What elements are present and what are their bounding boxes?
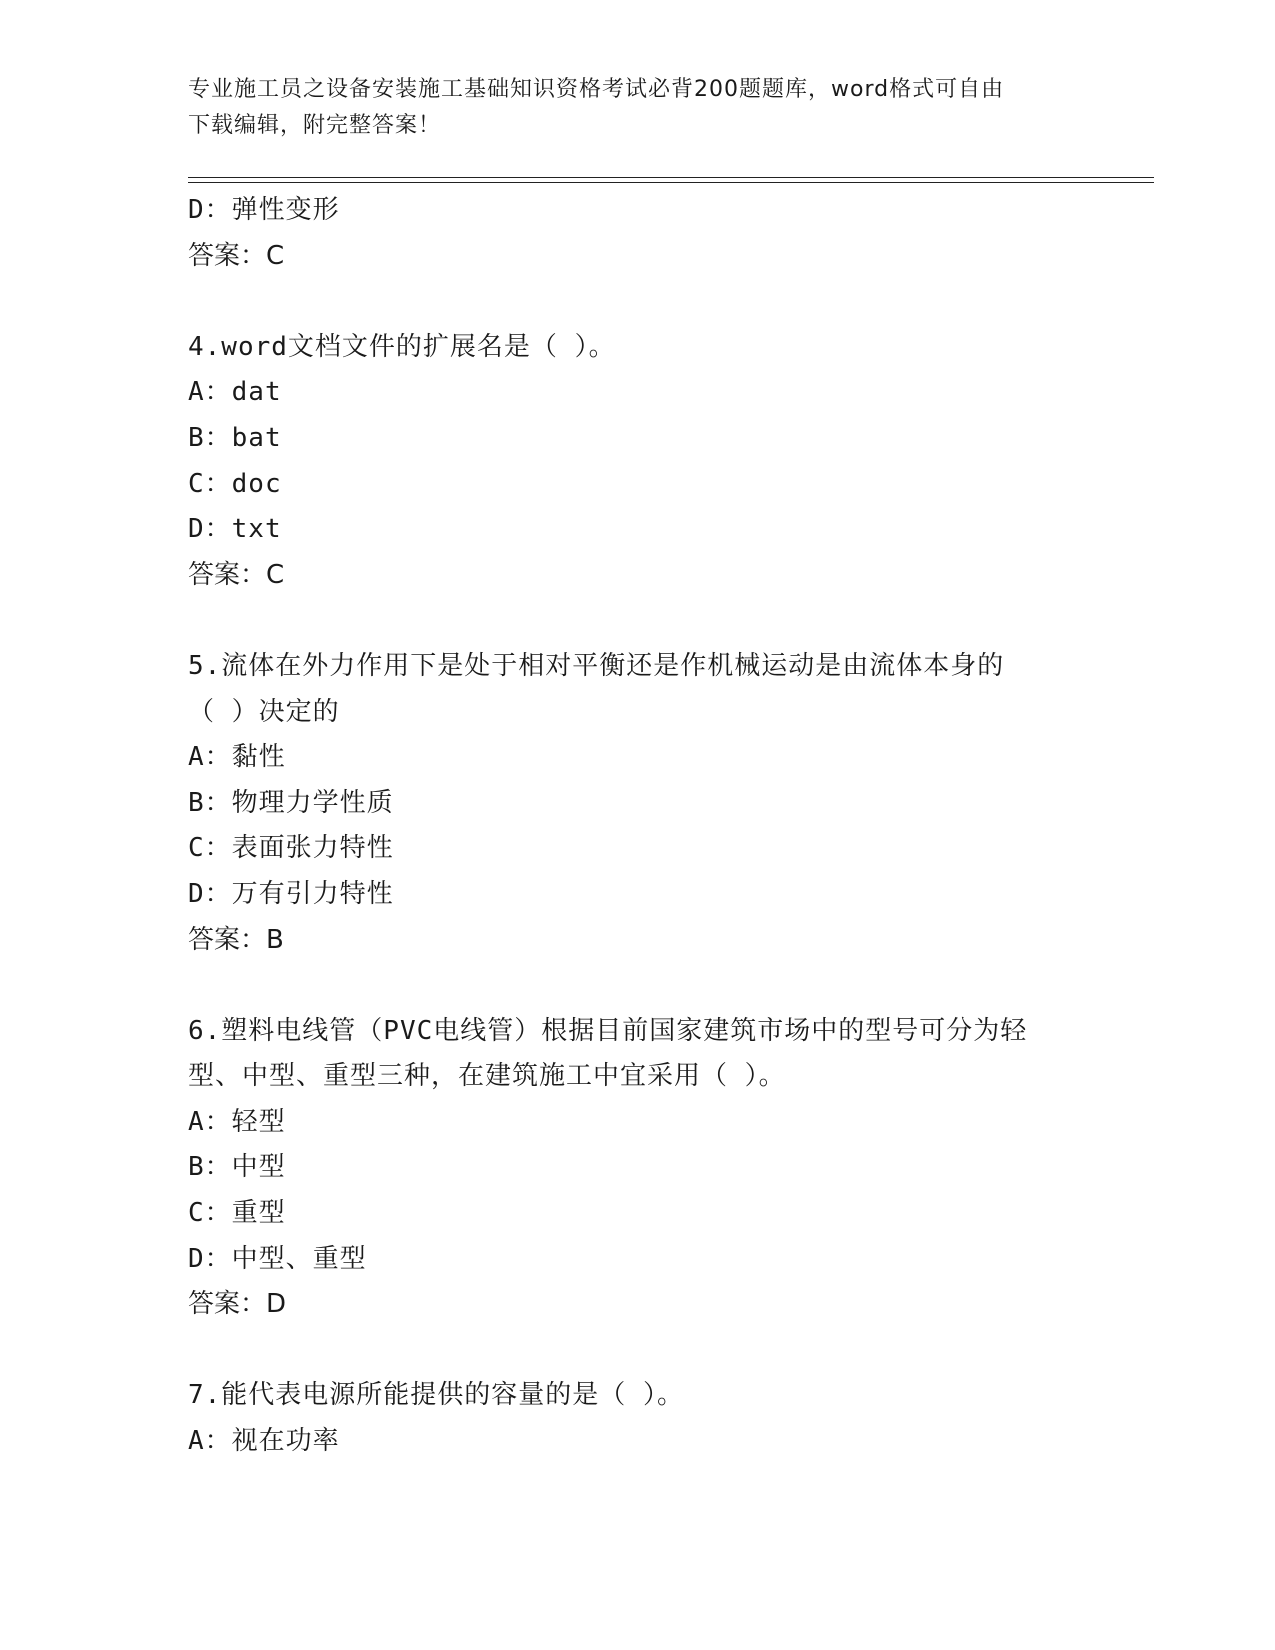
header-divider-bottom (188, 182, 1154, 183)
q5-option-a: A：黏性 (188, 742, 286, 773)
q5-option-d: D：万有引力特性 (188, 878, 394, 909)
q4-option-d: D：txt (188, 514, 282, 545)
q3-answer: 答案：C (188, 240, 285, 271)
q6-stem-line-2: 型、中型、重型三种，在建筑施工中宜采用（ ）。 (188, 1061, 786, 1092)
q4-answer: 答案：C (188, 559, 285, 590)
document-header (188, 72, 1088, 144)
header-divider-top (188, 177, 1154, 178)
q4-option-a: A：dat (188, 377, 282, 408)
question-list (188, 188, 1088, 1465)
q6-option-b: B：中型 (188, 1152, 286, 1183)
spacer (188, 598, 1088, 644)
q6-option-a: A：轻型 (188, 1106, 286, 1137)
q6-stem-line-1: 6.塑料电线管（PVC电线管）根据目前国家建筑市场中的型号可分为轻 (188, 1015, 1028, 1046)
q7-stem: 7.能代表电源所能提供的容量的是（ ）。 (188, 1380, 684, 1411)
spacer (188, 1328, 1088, 1374)
q4-option-c: C：doc (188, 468, 282, 499)
header-line-1: 专业施工员之设备安装施工基础知识资格考试必背200题题库，word格式可自由 (188, 77, 1005, 102)
header-line-2: 下载编辑，附完整答案！ (188, 113, 442, 138)
q6-answer: 答案：D (188, 1289, 287, 1320)
q5-stem-line-1: 5.流体在外力作用下是处于相对平衡还是作机械运动是由流体本身的 (188, 650, 1005, 681)
q6-option-c: C：重型 (188, 1198, 286, 1229)
q5-stem-line-2: （ ）决定的 (188, 696, 340, 727)
q5-answer: 答案：B (188, 924, 284, 955)
spacer (188, 963, 1088, 1009)
q4-option-b: B：bat (188, 422, 282, 453)
spacer (188, 279, 1088, 325)
q4-stem: 4.word文档文件的扩展名是（ ）。 (188, 331, 616, 362)
q7-option-a: A：视在功率 (188, 1426, 340, 1457)
q3-option-d: D：弹性变形 (188, 195, 340, 225)
q5-option-b: B：物理力学性质 (188, 787, 394, 818)
q6-option-d: D：中型、重型 (188, 1243, 367, 1274)
q5-option-c: C：表面张力特性 (188, 833, 394, 864)
